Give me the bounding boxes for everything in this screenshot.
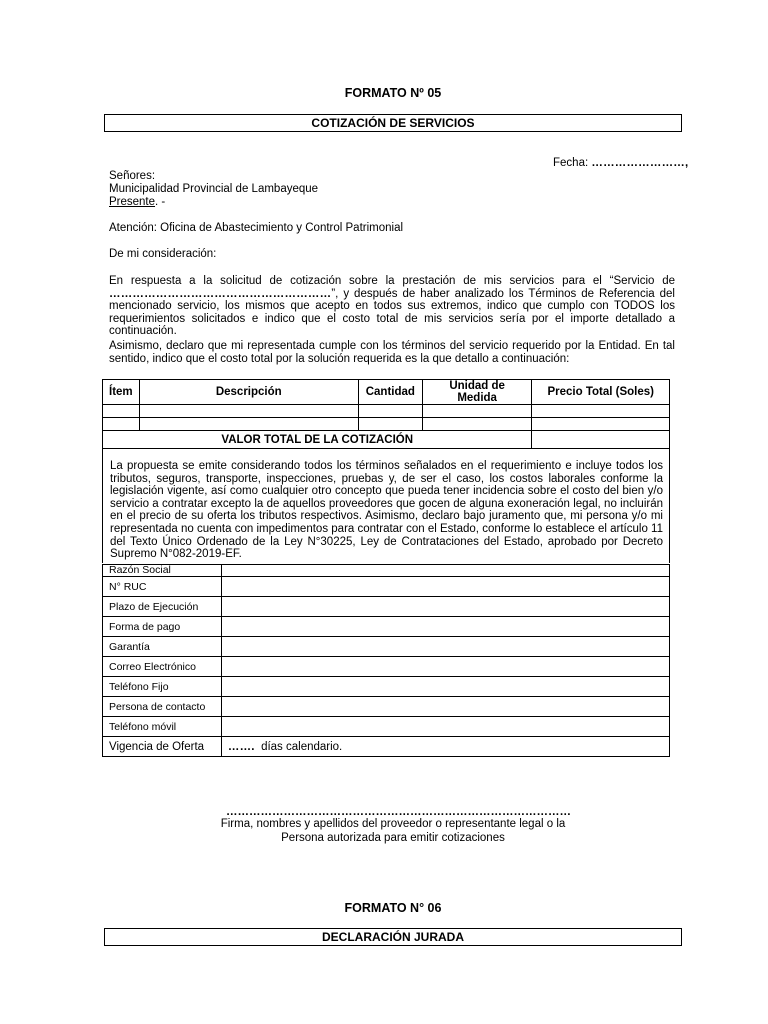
unidad-medida-cell[interactable] bbox=[422, 418, 532, 431]
correo-value[interactable] bbox=[221, 657, 669, 677]
table-row bbox=[103, 637, 670, 657]
signature-caption-2: Persona autorizada para emitir cotizaciones bbox=[281, 832, 505, 844]
precio-total-cell[interactable] bbox=[532, 418, 670, 431]
fecha-label: Fecha: bbox=[553, 157, 589, 169]
plazo-ejecucion-value[interactable] bbox=[221, 597, 669, 617]
paragraph-2: Asimismo, declaro que mi representada cumple con los términos del servicio requerido por la Entidad. En tal sentido, indico que el costo total por la solución requerida es la que detallo a continuación: bbox=[109, 340, 675, 365]
paragraph-1-before: En respuesta a la solicitud de cotización sobre la prestación de mis servicios para el “Servicio de bbox=[109, 275, 675, 287]
ruc-label: N° RUC bbox=[103, 577, 222, 597]
precio-total-cell[interactable] bbox=[532, 405, 670, 418]
telefono-movil-label: Teléfono móvil bbox=[103, 717, 222, 737]
formato-05-subtitle: COTIZACIÓN DE SERVICIOS bbox=[104, 114, 682, 132]
razon-social-label: Razón Social bbox=[103, 565, 222, 577]
table-row bbox=[103, 677, 670, 697]
table-row bbox=[103, 577, 670, 597]
persona-contacto-label: Persona de contacto bbox=[103, 697, 222, 717]
forma-pago-value[interactable] bbox=[221, 617, 669, 637]
header-precio-total: Precio Total (Soles) bbox=[532, 380, 670, 405]
fecha-line bbox=[553, 157, 688, 169]
formato-06-title: FORMATO N° 06 bbox=[344, 901, 442, 915]
vigencia-value[interactable] bbox=[221, 737, 669, 757]
item-cell[interactable] bbox=[103, 405, 140, 418]
presente-suffix: . - bbox=[155, 196, 166, 208]
table-row bbox=[103, 657, 670, 677]
table-row bbox=[103, 697, 670, 717]
header-unidad-medida: Unidad de Medida bbox=[422, 380, 532, 405]
telefono-fijo-label: Teléfono Fijo bbox=[103, 677, 222, 697]
notice-block bbox=[102, 449, 670, 563]
vigencia-suffix: días calendario. bbox=[261, 740, 343, 753]
razon-social-value[interactable] bbox=[221, 565, 669, 577]
table-row bbox=[103, 597, 670, 617]
descripcion-cell[interactable] bbox=[139, 405, 358, 418]
table-row bbox=[103, 405, 670, 418]
paragraph-1-after: ”, y después de haber analizado los Términos de Referencia del mencionado servicio, los mismos que acepto en todos sus extremos, indico que cumplo con TODOS los requerimientos solicitados e indico que el costo total de mis servicios sería por el importe detallado a continuación. bbox=[109, 287, 675, 338]
presente-line bbox=[109, 196, 165, 208]
items-table bbox=[102, 379, 670, 449]
table-row bbox=[103, 565, 670, 577]
items-table-header-row bbox=[103, 380, 670, 405]
notice-text: La propuesta se emite considerando todos los términos señalados en el requerimiento e incluye todos los tributos, seguros, transporte, inspecciones, pruebas y, de ser el caso, los costos laborales conforme la legislación vigente, así como cualquier otro concepto que pueda tener incidencia sobre el costo del bien y/o servicio a contratar excepto la de aquellos proveedores que gocen de alguna exoneración legal, no incluirán en el precio de su oferta los tributos respectivos. Asimismo, declaro bajo juramento que, mi persona y/o mi representada no cuenta con impedimentos para contratar con el Estado, conforme lo establece el artículo 11 del Texto Único Ordenado de la Ley N°30225, Ley de Contrataciones del Estado, aprobado por Decreto Supremo N°082-2019-EF. bbox=[110, 460, 663, 561]
supplier-info-table bbox=[102, 564, 670, 757]
cantidad-cell[interactable] bbox=[358, 418, 422, 431]
correo-label: Correo Electrónico bbox=[103, 657, 222, 677]
signature-line: ……………………………………………………………………………… bbox=[226, 806, 571, 818]
total-label: VALOR TOTAL DE LA COTIZACIÓN bbox=[103, 431, 532, 449]
paragraph-1-dots: ………………………………………………… bbox=[109, 287, 332, 300]
paragraph-1 bbox=[109, 275, 675, 338]
fecha-value: ……………………, bbox=[591, 157, 689, 169]
header-descripcion: Descripción bbox=[139, 380, 358, 405]
greeting: De mi consideración: bbox=[109, 248, 217, 260]
garantia-label: Garantía bbox=[103, 637, 222, 657]
header-cantidad: Cantidad bbox=[358, 380, 422, 405]
table-row bbox=[103, 418, 670, 431]
vigencia-dots: ……. bbox=[227, 740, 255, 753]
plazo-ejecucion-label: Plazo de Ejecución bbox=[103, 597, 222, 617]
total-row bbox=[103, 431, 670, 449]
cantidad-cell[interactable] bbox=[358, 405, 422, 418]
forma-pago-label: Forma de pago bbox=[103, 617, 222, 637]
table-row bbox=[103, 737, 670, 757]
header-item: Ítem bbox=[103, 380, 140, 405]
formato-05-title: FORMATO Nº 05 bbox=[344, 86, 442, 100]
telefono-movil-value[interactable] bbox=[221, 717, 669, 737]
total-value-cell[interactable] bbox=[532, 431, 670, 449]
salutation: Señores: bbox=[109, 170, 156, 182]
vigencia-label: Vigencia de Oferta bbox=[103, 737, 222, 757]
atencion-line: Atención: Oficina de Abastecimiento y Control Patrimonial bbox=[109, 222, 404, 234]
table-row bbox=[103, 717, 670, 737]
item-cell[interactable] bbox=[103, 418, 140, 431]
descripcion-cell[interactable] bbox=[139, 418, 358, 431]
persona-contacto-value[interactable] bbox=[221, 697, 669, 717]
signature-caption-1: Firma, nombres y apellidos del proveedor o representante legal o la bbox=[220, 818, 566, 830]
formato-06-subtitle: DECLARACIÓN JURADA bbox=[104, 928, 682, 946]
unidad-medida-cell[interactable] bbox=[422, 405, 532, 418]
table-row bbox=[103, 617, 670, 637]
garantia-value[interactable] bbox=[221, 637, 669, 657]
entity-name: Municipalidad Provincial de Lambayeque bbox=[109, 183, 319, 195]
ruc-value[interactable] bbox=[221, 577, 669, 597]
presente-label: Presente bbox=[109, 196, 156, 208]
telefono-fijo-value[interactable] bbox=[221, 677, 669, 697]
